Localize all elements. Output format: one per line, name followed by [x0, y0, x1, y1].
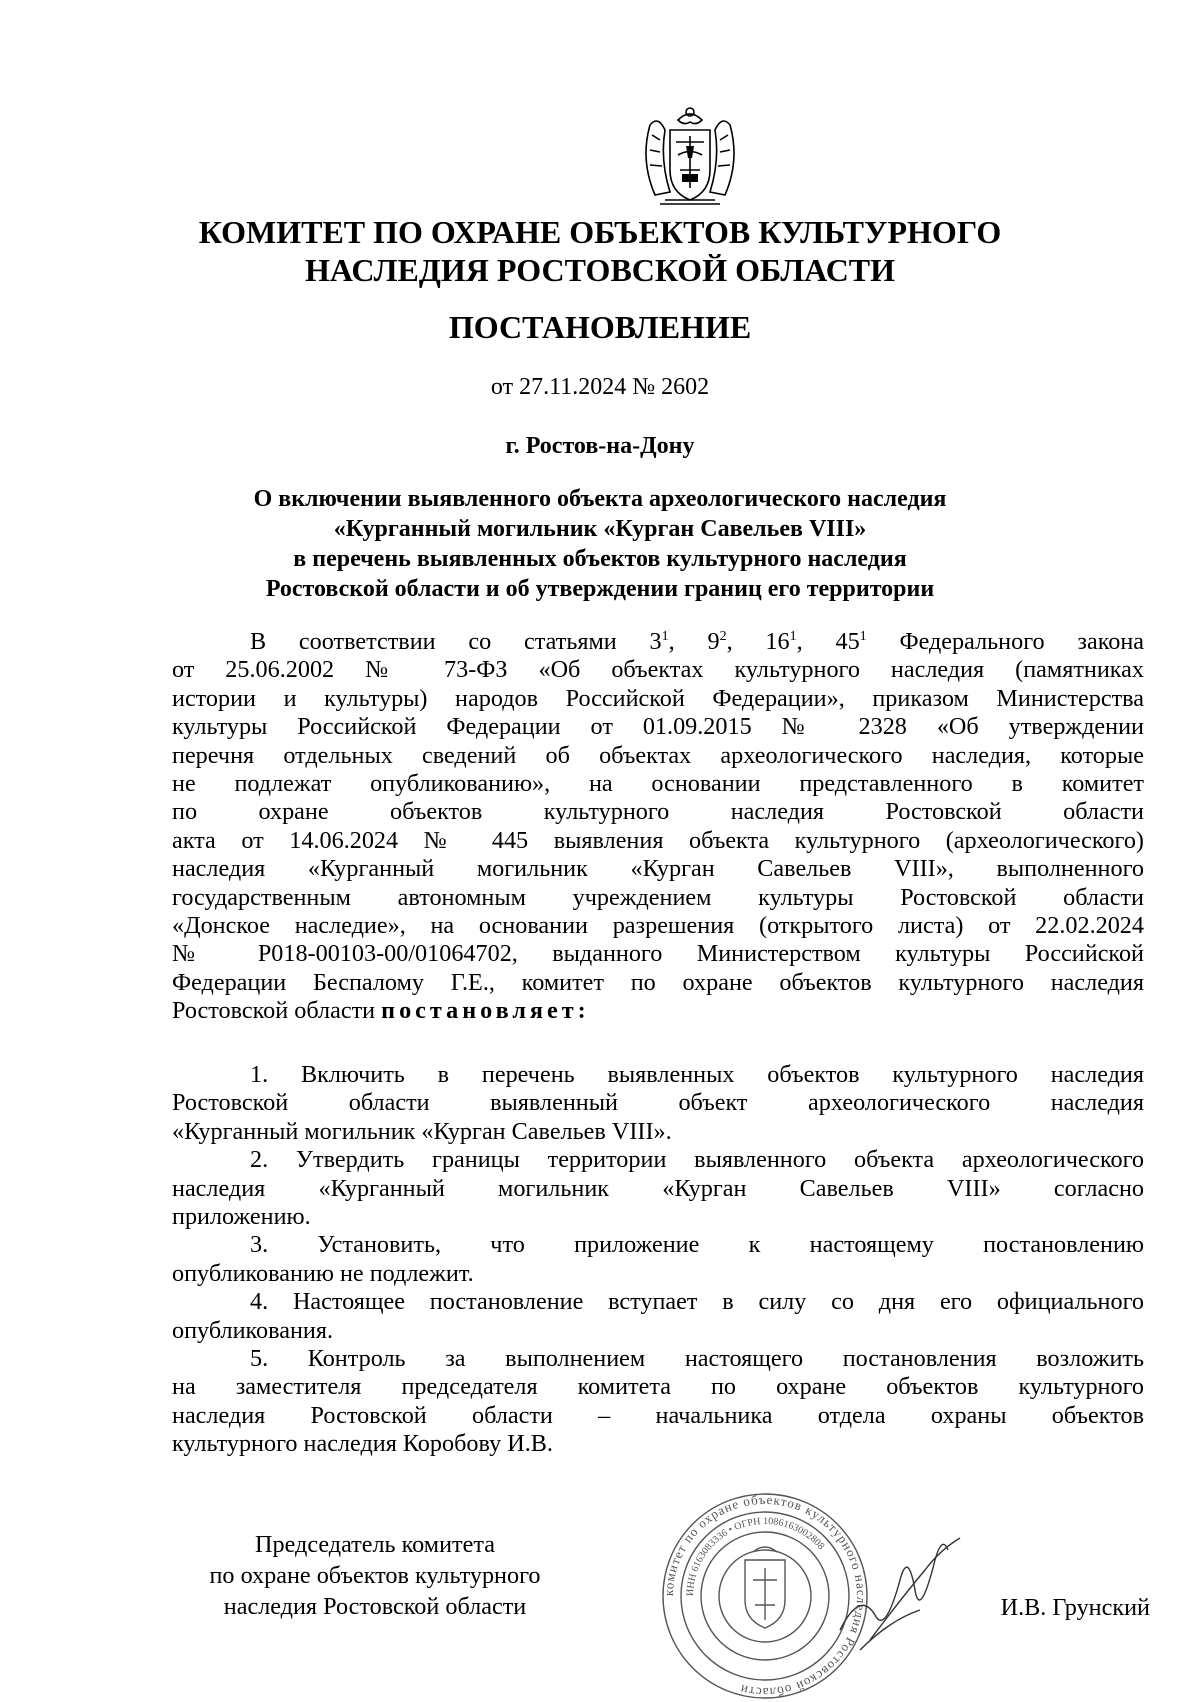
- item-1-line: «Курганный могильник «Курган Савельев VIII».: [172, 1117, 672, 1145]
- stamp-outer-text: комитет по охране объектов культурного наследия Ростовской области: [660, 1491, 870, 1701]
- coat-of-arms-emblem: [630, 100, 750, 210]
- document-date-number: от 27.11.2024 № 2602: [490, 374, 710, 400]
- signatory-position-line2: по охране объектов культурного: [209, 1562, 541, 1589]
- title-line4: Ростовской области и об утверждении границ его территории: [265, 576, 935, 602]
- signatory-position-line1: Председатель комитета: [255, 1531, 495, 1558]
- preamble-line: от 25.06.2002 № 73-ФЗ «Об объектах культурного наследия (памятниках: [172, 656, 1144, 684]
- document-title: [0, 484, 1200, 604]
- preamble-line: истории и культуры) народов Российской Федерации», приказом Министерства: [172, 684, 1144, 712]
- item-1-line: 1. Включить в перечень выявленных объектов культурного наследия: [250, 1061, 1144, 1088]
- preamble-line: «Донское наследие», на основании разрешения (открытого листа) от 22.02.2024: [172, 912, 1144, 940]
- preamble-line: государственным автономным учреждением культуры Ростовской области: [172, 883, 1144, 911]
- title-line1: О включении выявленного объекта археологического наследия: [253, 486, 947, 512]
- signatory-position: [165, 1529, 585, 1622]
- item-2-line: приложению.: [172, 1203, 311, 1231]
- resolves-word: постановляет:: [381, 997, 590, 1025]
- title-line3: в перечень выявленных объектов культурного наследия: [293, 546, 907, 572]
- preamble-line: В соответствии со статьями $3^1$, $9^2$, $16^1$, $45^1$ Федерального закона: [250, 628, 1145, 655]
- item-5-line: на заместителя председателя комитета по охране объектов культурного: [172, 1373, 1144, 1401]
- preamble-line: перечня отдельных сведений об объектах археологического наследия, которые: [172, 741, 1144, 769]
- preamble-line: культуры Российской Федерации от 01.09.2015 № 2328 «Об утверждении: [172, 713, 1144, 741]
- item-2-line: наследия «Курганный могильник «Курган Савельев VIII» согласно: [172, 1174, 1144, 1202]
- item-5-line: 5. Контроль за выполнением настоящего постановления возложить: [250, 1345, 1144, 1373]
- preamble-paragraph: [172, 628, 1144, 1026]
- title-line2: «Курганный могильник «Курган Савельев VIII»: [333, 516, 867, 542]
- item-3-line: 3. Установить, что приложение к настоящему постановлению: [250, 1231, 1144, 1259]
- preamble-line: не подлежат опубликованию», на основании представленного в комитет: [172, 770, 1144, 798]
- stamp-inner-text: ИНН 6163083336 • ОГРН 1086163002808: [684, 1515, 827, 1597]
- item-4-line: 4. Настоящее постановление вступает в силу со дня его официального: [250, 1288, 1144, 1316]
- preamble-line: по охране объектов культурного наследия Ростовской области: [172, 798, 1144, 826]
- item-4-line: опубликования.: [172, 1316, 334, 1344]
- organization-name: [0, 213, 1200, 289]
- document-city: г. Ростов-на-Дону: [505, 433, 695, 459]
- item-2-line: 2. Утвердить границы территории выявленного объекта археологического: [250, 1146, 1144, 1174]
- preamble-line: Федерации Беспалому Г.Е., комитет по охране объектов культурного наследия: [172, 968, 1144, 996]
- item-5-line: наследия Ростовской области – начальника отдела охраны объектов: [172, 1401, 1144, 1429]
- preamble-line: Ростовской области постановляет:: [172, 997, 590, 1025]
- signatory-name: И.В. Грунский: [1000, 1594, 1150, 1621]
- item-3-line: опубликованию не подлежит.: [172, 1259, 474, 1287]
- signatory-position-line3: наследия Ростовской области: [223, 1593, 527, 1620]
- preamble-line: № Р018-00103-00/01064702, выданного Министерством культуры Российской: [172, 940, 1144, 968]
- organization-name-line2: НАСЛЕДИЯ РОСТОВСКОЙ ОБЛАСТИ: [304, 252, 896, 288]
- handwritten-signature: [830, 1520, 970, 1670]
- document-type: ПОСТАНОВЛЕНИЕ: [448, 309, 752, 345]
- organization-name-line1: КОМИТЕТ ПО ОХРАНЕ ОБЪЕКТОВ КУЛЬТУРНОГО: [198, 214, 1002, 250]
- item-5-line: культурного наследия Коробову И.В.: [172, 1430, 553, 1458]
- item-1-line: Ростовской области выявленный объект археологического наследия: [172, 1089, 1144, 1117]
- preamble-line: наследия «Курганный могильник «Курган Савельев VIII», выполненного: [172, 855, 1144, 883]
- preamble-line: акта от 14.06.2024 № 445 выявления объекта культурного (археологического): [172, 826, 1144, 854]
- resolution-items: [172, 1061, 1144, 1459]
